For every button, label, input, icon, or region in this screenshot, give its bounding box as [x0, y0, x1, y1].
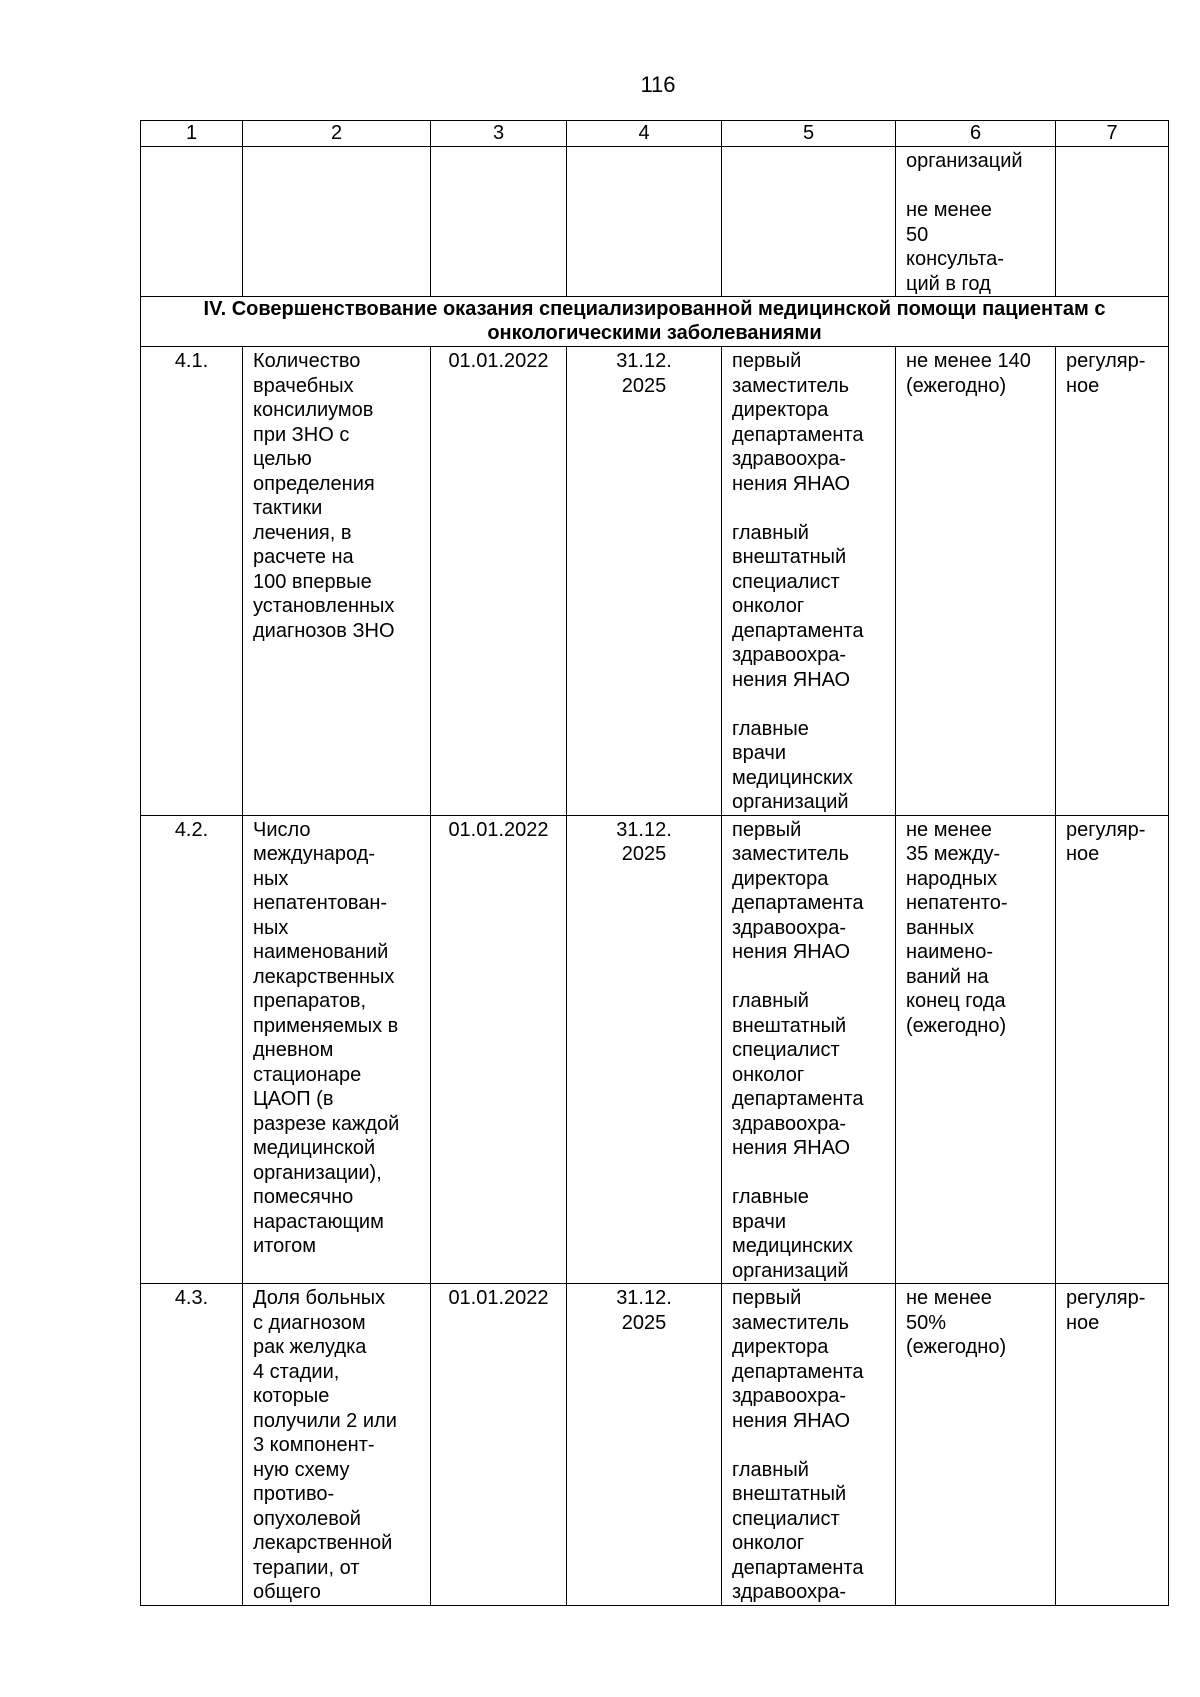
row-number: 4.1.	[141, 347, 243, 816]
periodicity-cell: регуляр- ное	[1056, 347, 1169, 816]
continuation-cell-5	[722, 147, 896, 297]
column-header-7: 7	[1056, 121, 1169, 147]
table-row	[141, 1284, 1169, 1606]
row-number: 4.3.	[141, 1284, 243, 1606]
table-row	[141, 347, 1169, 816]
column-header-3: 3	[431, 121, 567, 147]
responsible-cell: первый заместитель директора департамента здравоохра- нения ЯНАО главный внештатный специалист онколог департамента здравоохра- нения ЯНАО главные врачи медицинских организаций	[722, 347, 896, 816]
continuation-row	[141, 147, 1169, 297]
target-value-cell: не менее 35 между- народных непатенто- ванных наимено- ваний на конец года (ежегодно)	[896, 815, 1056, 1284]
target-value-cell: не менее 50% (ежегодно)	[896, 1284, 1056, 1606]
section-heading-row	[141, 297, 1169, 347]
continuation-target-cell: организаций не менее 50 консульта- ций в год	[896, 147, 1056, 297]
continuation-cell-2	[243, 147, 431, 297]
column-header-1: 1	[141, 121, 243, 147]
end-date-cell: 31.12. 2025	[567, 815, 722, 1284]
continuation-cell-7	[1056, 147, 1169, 297]
column-header-5: 5	[722, 121, 896, 147]
end-date-cell: 31.12. 2025	[567, 1284, 722, 1606]
table-row	[141, 815, 1169, 1284]
responsible-cell: первый заместитель директора департамента здравоохра- нения ЯНАО главный внештатный специалист онколог департамента здравоохра-	[722, 1284, 896, 1606]
continuation-cell-3	[431, 147, 567, 297]
start-date-cell: 01.01.2022	[431, 347, 567, 816]
column-header-2: 2	[243, 121, 431, 147]
column-header-4: 4	[567, 121, 722, 147]
indicator-cell: Число международ- ных непатентован- ных наименований лекарственных препаратов, применяемых в дневном стационаре ЦАОП (в разрезе каждой медицинской организации), помесячно нарастающим итогом	[243, 815, 431, 1284]
end-date-cell: 31.12. 2025	[567, 347, 722, 816]
continuation-cell-1	[141, 147, 243, 297]
start-date-cell: 01.01.2022	[431, 1284, 567, 1606]
continuation-cell-4	[567, 147, 722, 297]
target-value-cell: не менее 140 (ежегодно)	[896, 347, 1056, 816]
indicator-cell: Доля больных с диагнозом рак желудка 4 стадии, которые получили 2 или 3 компонент- ную схему противо- опухолевой лекарственной терапии, от общего	[243, 1284, 431, 1606]
start-date-cell: 01.01.2022	[431, 815, 567, 1284]
row-number: 4.2.	[141, 815, 243, 1284]
measures-table	[140, 120, 1169, 1606]
column-header-6: 6	[896, 121, 1056, 147]
periodicity-cell: регуляр- ное	[1056, 1284, 1169, 1606]
page-number: 116	[640, 72, 676, 97]
responsible-cell: первый заместитель директора департамента здравоохра- нения ЯНАО главный внештатный специалист онколог департамента здравоохра- нения ЯНАО главные врачи медицинских организаций	[722, 815, 896, 1284]
section-heading: IV. Совершенствование оказания специализированной медицинской помощи пациентам с онкологическими заболеваниями	[141, 297, 1169, 347]
periodicity-cell: регуляр- ное	[1056, 815, 1169, 1284]
column-number-header-row	[141, 121, 1169, 147]
indicator-cell: Количество врачебных консилиумов при ЗНО с целью определения тактики лечения, в расчете на 100 впервые установленных диагнозов ЗНО	[243, 347, 431, 816]
